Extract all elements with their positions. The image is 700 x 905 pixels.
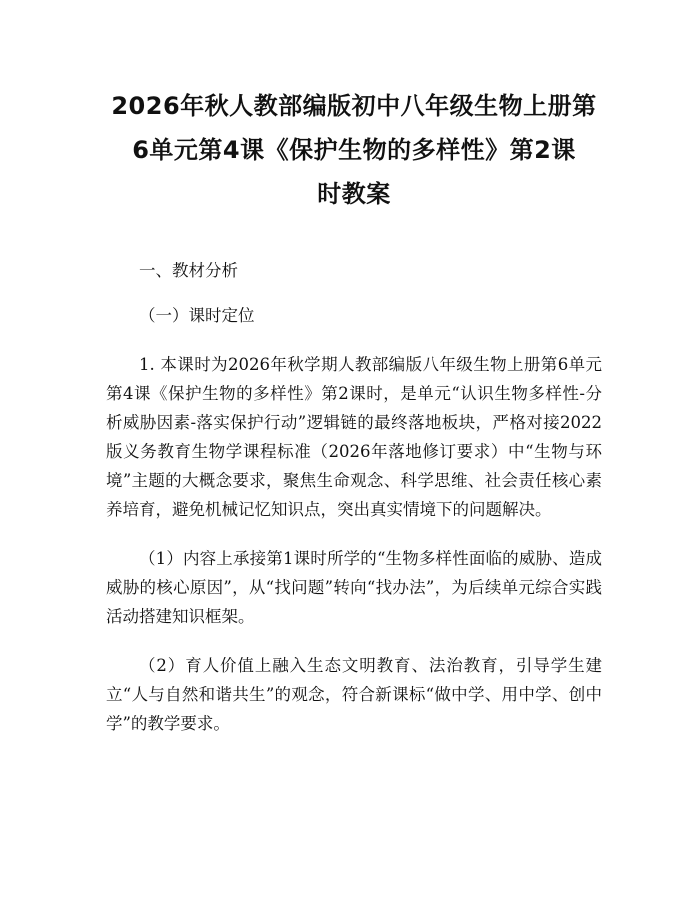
subsection-heading: （一）课时定位	[139, 306, 255, 325]
title-line-3: 时教案	[317, 180, 391, 208]
title-line-2: 6单元第4课《保护生物的多样性》第2课	[132, 136, 576, 164]
title-line-1: 2026年秋人教部编版初中八年级生物上册第	[111, 92, 597, 120]
document-title	[106, 0, 602, 216]
section-heading: 一、教材分析	[139, 261, 238, 280]
body-paragraph-3: （2）育人价值上融入生态文明教育、法治教育，引导学生建立“人与自然和谐共生”的观念，符合新课标“做中学、用中学、创中学”的教学要求。	[106, 656, 602, 733]
body-paragraph-1: 1. 本课时为2026年秋学期人教部编版八年级生物上册第6单元第4课《保护生物的多样性》第2课时，是单元“认识生物多样性-分析威胁因素-落实保护行动”逻辑链的最终落地板块，严格对接2022版义务教育生物学课程标准（2026年落地修订要求）中“生物与环境”主题的大概念要求，聚焦生命观念、科学思维、社会责任核心素养培育，避免机械记忆知识点，突出真实情境下的问题解决。	[106, 355, 602, 519]
body-paragraph-2: （1）内容上承接第1课时所学的“生物多样性面临的威胁、造成威胁的核心原因”，从“找问题”转向“找办法”，为后续单元综合实践活动搭建知识框架。	[106, 549, 602, 626]
